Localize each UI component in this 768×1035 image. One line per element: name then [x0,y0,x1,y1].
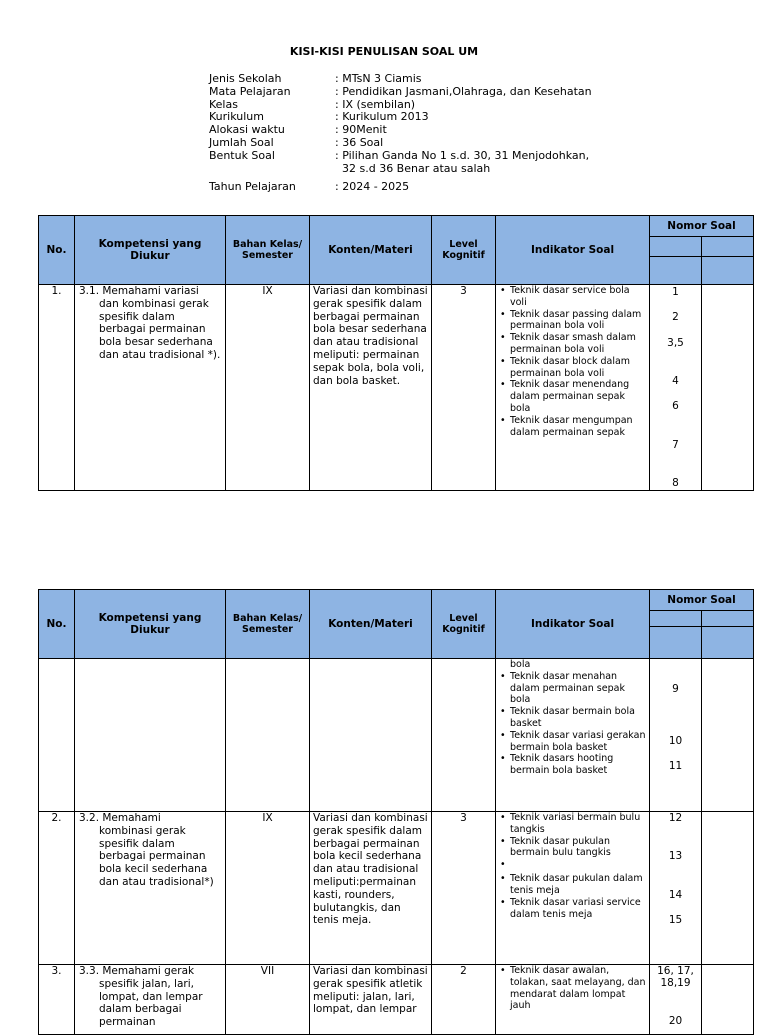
nomor-value: 7 [672,439,679,451]
row-konten: Variasi dan kombinasi gerak spesifik atletik meliputi: jalan, lari, lompat, dan lempar [310,965,432,1035]
row-level [432,659,496,812]
header-sub [650,257,702,285]
kompetensi-code: 3.2. Memahami [79,812,161,824]
row-kompetensi [75,659,226,812]
indikator-item: • Teknik dasar bermain bola basket [498,706,647,730]
indikator-item: • Teknik dasar mengumpan dalam permainan sepak [498,415,647,439]
row-konten [310,659,432,812]
info-value: : IX (sembilan) [335,97,416,111]
header-nomor: Nomor Soal [650,216,754,237]
indikator-item [498,859,647,873]
indikator-item: • Teknik dasar pukulan bermain bulu tangkis [498,836,647,860]
info-label: Kelas [209,97,238,111]
row-bahan: IX [226,285,310,491]
indikator-item: • Teknik dasar service bola voli [498,285,647,309]
info-block [209,73,592,194]
row-no: 2. [39,812,75,965]
nomor-value: 16, 17, 18,19 [657,965,694,989]
info-label: Jumlah Soal [209,135,274,149]
indikator-item: • Teknik dasars hooting bermain bola basket [498,753,647,777]
kompetensi-code: 3.3. Memahami gerak [79,965,195,977]
row-indikator [496,965,650,1035]
kompetensi-text: kombinasi gerak spesifik dalam berbagai permainan bola kecil sederhana dan atau tradisional*) [99,824,214,888]
header-sub [650,627,702,659]
row-level: 2 [432,965,496,1035]
indikator-item: • Teknik dasar variasi gerakan bermain bola basket [498,730,647,754]
kisi-table-2 [38,589,754,1035]
row-nomor-extra [702,659,754,812]
kompetensi-text: spesifik jalan, lari, lompat, dan lempar dalam berbagai permainan [99,977,203,1029]
row-indikator [496,659,650,812]
row-bahan: IX [226,812,310,965]
row-nomor-extra [702,285,754,491]
header-level: Level Kognitif [432,590,496,659]
row-indikator [496,812,650,965]
nomor-value: 12 [668,812,683,824]
indikator-item: • Teknik dasar variasi service dalam tenis meja [498,897,647,921]
kompetensi-text: dan kombinasi gerak spesifik dalam berbagai permainan bola besar sederhana dan atau tradisional *). [99,297,221,361]
row-konten: Variasi dan kombinasi gerak spesifik dalam berbagai permainan bola besar sederhana dan atau tradisional meliputi: permainan sepak bola, bola voli, dan bola basket. [310,285,432,491]
row-nomor [650,659,702,812]
info-label [209,163,335,176]
row-nomor-extra [702,965,754,1035]
nomor-value: 14 [668,889,683,901]
header-konten: Konten/Materi [310,216,432,285]
info-value: : Pendidikan Jasmani,Olahraga, dan Kesehatan [335,84,592,98]
header-sub [650,237,702,257]
nomor-value: 15 [668,914,683,926]
header-konten: Konten/Materi [310,590,432,659]
nomor-value: 8 [672,477,679,489]
indikator-item: • Teknik variasi bermain bulu tangkis [498,812,647,836]
row-nomor [650,285,702,491]
header-nomor: Nomor Soal [650,590,754,611]
nomor-value: 3,5 [667,337,684,349]
nomor-value: 4 [672,375,679,387]
info-label: Kurikulum [209,110,264,124]
nomor-value: 13 [668,850,683,862]
header-sub [702,257,754,285]
row-no: 1. [39,285,75,491]
header-sub [702,627,754,659]
document-title: KISI-KISI PENULISAN SOAL UM [289,45,479,58]
info-value: : Pilihan Ganda No 1 s.d. 30, 31 Menjodohkan, [335,148,590,162]
row-bahan [226,659,310,812]
indikator-item: • Teknik dasar smash dalam permainan bola voli [498,332,647,356]
info-value: : 90Menit [335,123,387,137]
info-label: Alokasi waktu [209,123,285,137]
nomor-value: 9 [672,683,679,695]
kompetensi-code: 3.1. Memahami variasi [79,285,199,297]
nomor-value: 2 [672,311,679,323]
header-no: No. [39,216,75,285]
info-label: Bentuk Soal [209,148,275,162]
row-no: 3. [39,965,75,1035]
indikator-item: • Teknik dasar block dalam permainan bola voli [498,356,647,380]
info-value: : Kurikulum 2013 [335,110,429,124]
nomor-value: 20 [668,1015,683,1027]
header-kompetensi: Kompetensi yang Diukur [75,590,226,659]
row-bahan: VII [226,965,310,1035]
nomor-value: 10 [668,735,683,747]
info-label: Tahun Pelajaran [209,180,296,194]
row-kompetensi [75,285,226,491]
indikator-item: • Teknik dasar menendang dalam permainan sepak bola [498,379,647,414]
info-label: Mata Pelajaran [209,84,291,98]
row-kompetensi [75,812,226,965]
indikator-item: • Teknik dasar passing dalam permainan bola voli [498,309,647,333]
indikator-item: • Teknik dasar pukulan dalam tenis meja [498,873,647,897]
header-sub [650,611,702,627]
header-sub [702,611,754,627]
header-kompetensi: Kompetensi yang Diukur [75,216,226,285]
row-konten: Variasi dan kombinasi gerak spesifik dalam berbagai permainan bola kecil sederhana dan atau tradisional meliputi:permainan kasti, rounders, bulutangkis, dan tenis meja. [310,812,432,965]
row-nomor [650,965,702,1035]
indikator-item: bola [510,659,531,670]
header-bahan: Bahan Kelas/ Semester [226,590,310,659]
header-bahan: Bahan Kelas/ Semester [226,216,310,285]
info-value: : 36 Soal [335,135,384,149]
nomor-value: 6 [672,400,679,412]
nomor-value: 11 [668,760,683,772]
row-nomor [650,812,702,965]
info-value: : 2024 - 2025 [335,180,410,194]
row-nomor-extra [702,812,754,965]
row-indikator [496,285,650,491]
row-no [39,659,75,812]
header-indikator: Indikator Soal [496,216,650,285]
row-kompetensi [75,965,226,1035]
header-level: Level Kognitif [432,216,496,285]
header-no: No. [39,590,75,659]
info-value: 32 s.d 36 Benar atau salah [335,161,491,175]
indikator-item: • Teknik dasar awalan, tolakan, saat melayang, dan mendarat dalam lompat jauh [498,965,647,1012]
indikator-item: • Teknik dasar menahan dalam permainan sepak bola [498,671,647,706]
header-indikator: Indikator Soal [496,590,650,659]
nomor-value: 1 [672,286,679,298]
row-level: 3 [432,285,496,491]
kisi-table-1 [38,215,754,491]
info-value: : MTsN 3 Ciamis [335,72,422,85]
row-level: 3 [432,812,496,965]
info-label: Jenis Sekolah [209,72,282,85]
header-sub [702,237,754,257]
